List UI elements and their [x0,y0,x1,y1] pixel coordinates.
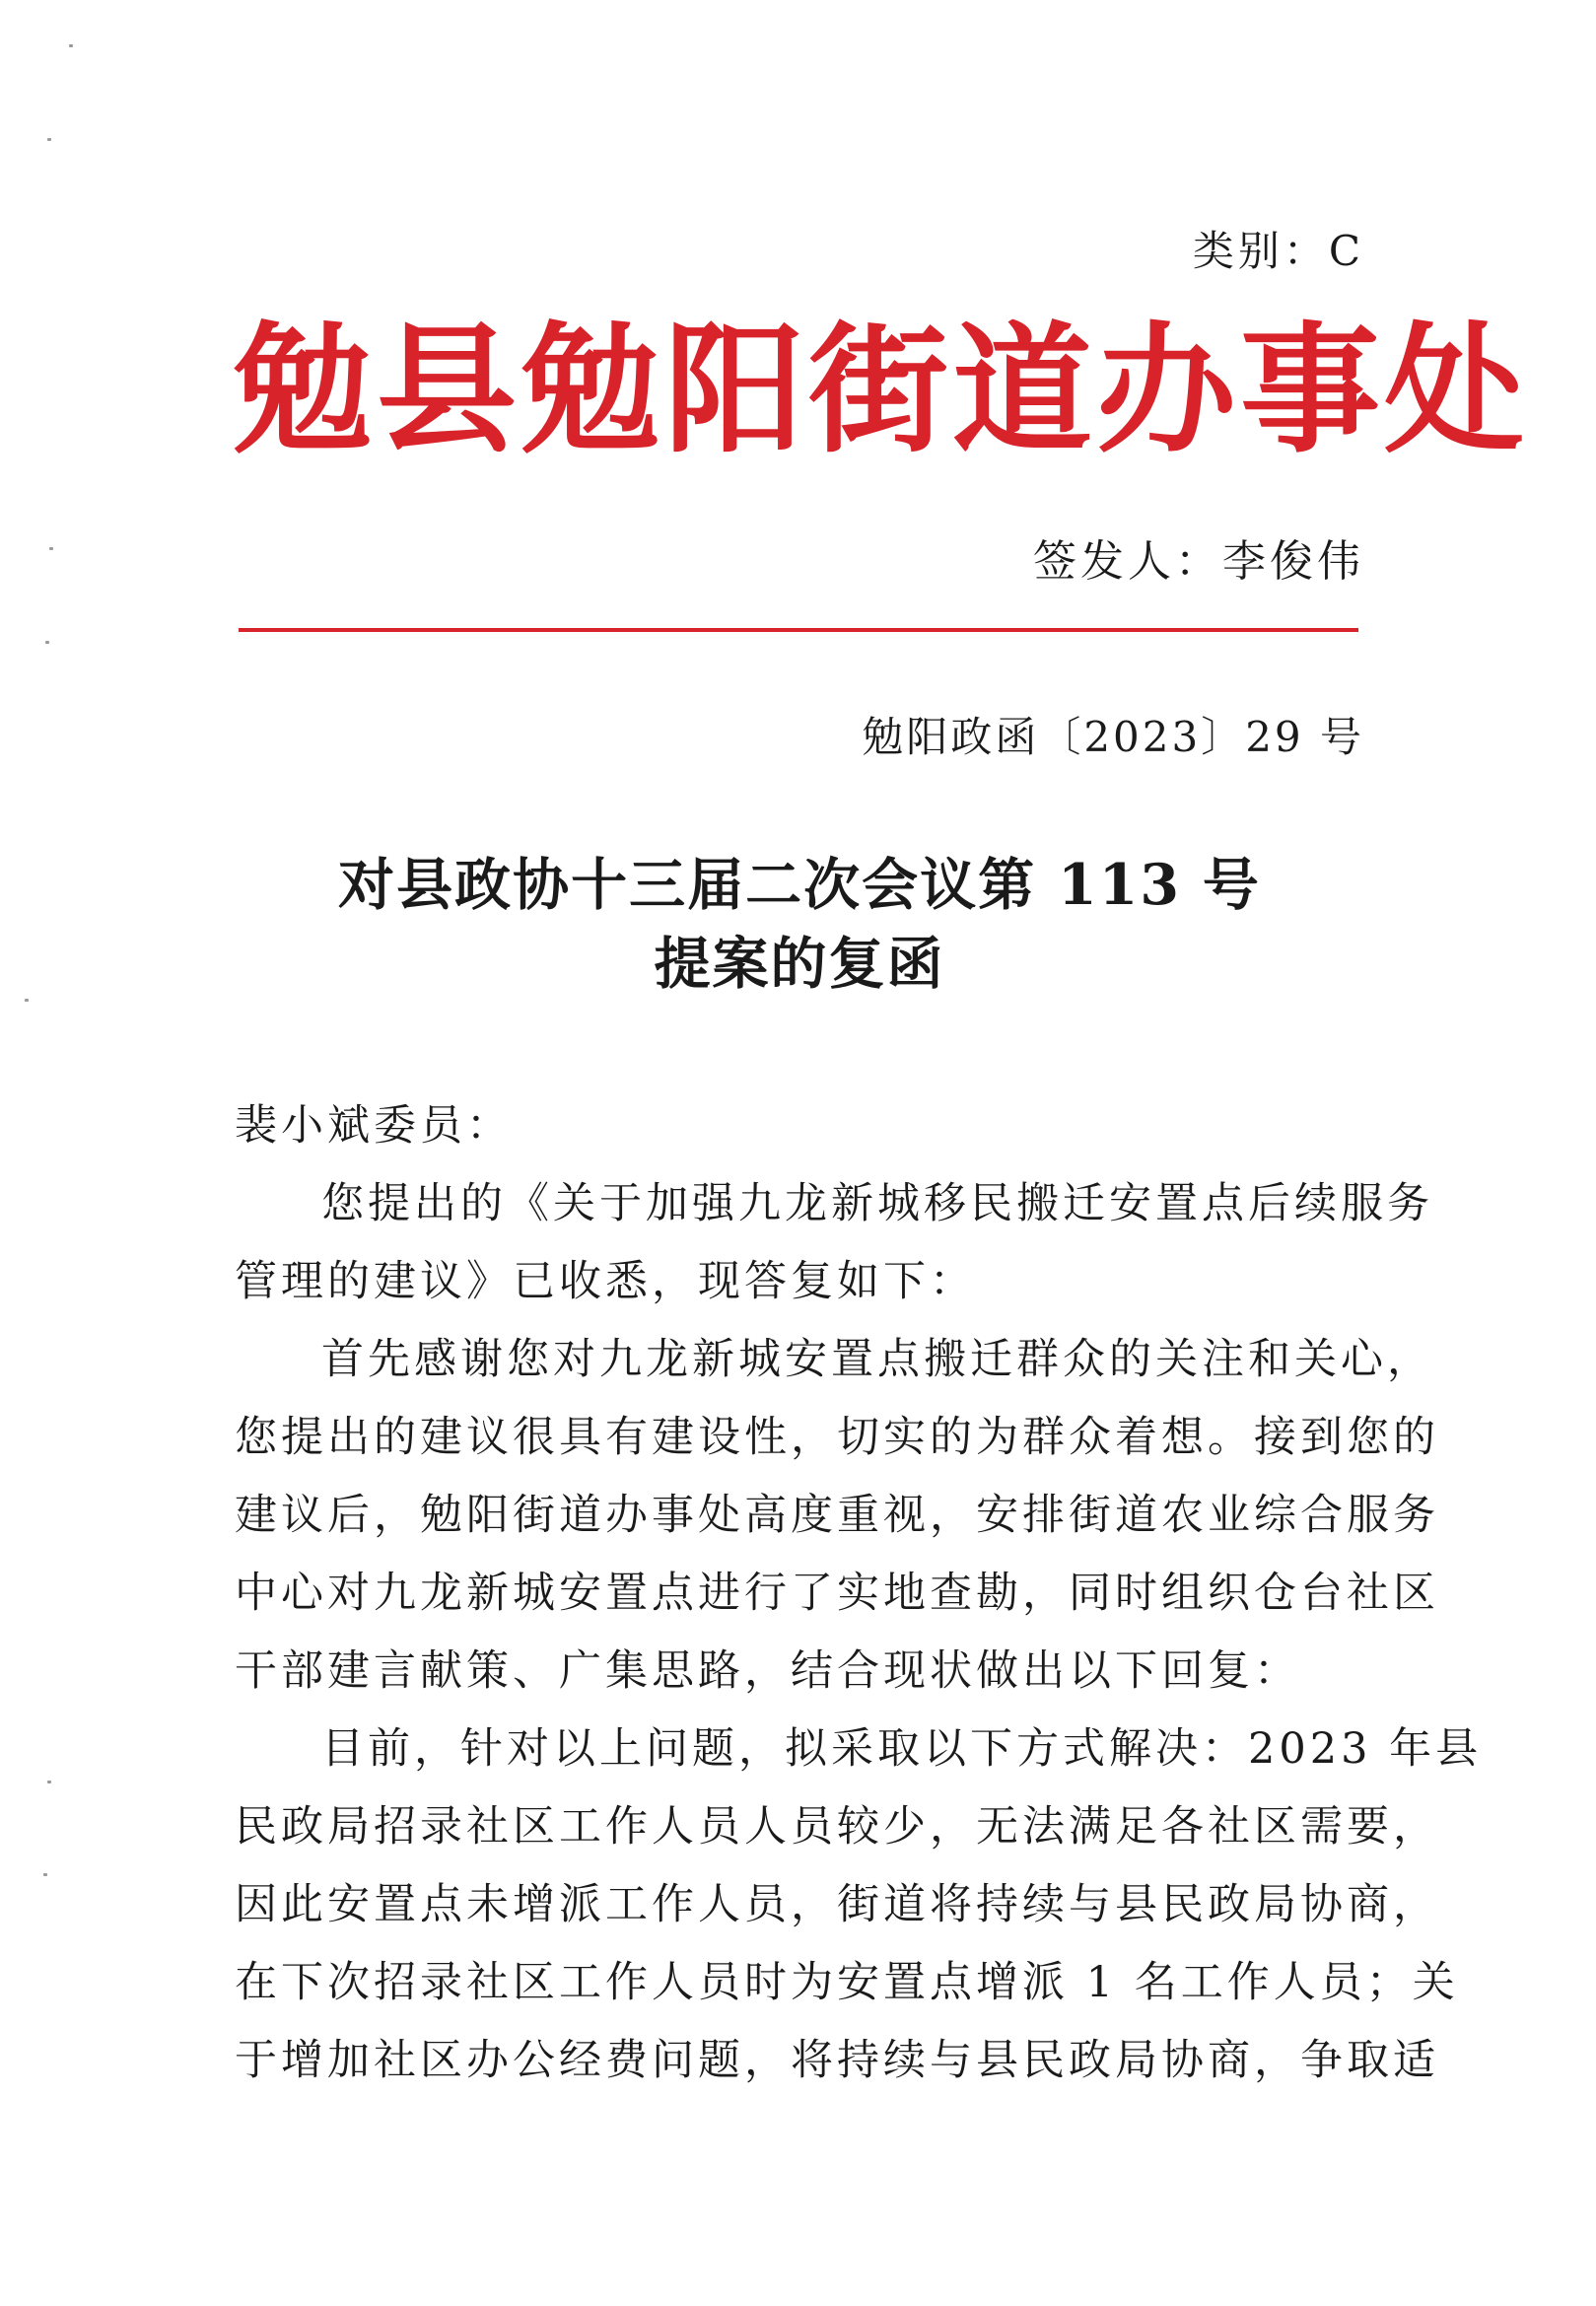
body-line: 目前，针对以上问题，拟采取以下方式解决：2023 年县 [321,1724,1483,1774]
document-body [235,1087,1483,2100]
body-line: 于增加社区办公经费问题，将持续与县民政局协商，争取适 [235,2036,1439,2085]
scan-speck [47,1781,51,1783]
red-separator-line [239,628,1358,632]
body-line: 您提出的建议很具有建设性，切实的为群众着想。接到您的 [235,1413,1439,1462]
document-number: 勉阳政函〔2023〕29 号 [862,713,1364,761]
body-line: 建议后，勉阳街道办事处高度重视，安排街道农业综合服务 [235,1491,1439,1540]
scan-speck [49,547,53,550]
body-line: 您提出的《关于加强九龙新城移民搬迁安置点后续服务 [321,1179,1433,1228]
issuing-organization-name: 勉县勉阳街道办事处 [233,309,1528,472]
document-category: 类别：C [1192,227,1364,275]
salutation: 裴小斌委员： [235,1101,513,1151]
document-title-line-2: 提案的复函 [654,931,945,997]
body-line: 在下次招录社区工作人员时为安置点增派 1 名工作人员；关 [235,1958,1459,2007]
body-line: 民政局招录社区工作人员人员较少，无法满足各社区需要， [235,1802,1439,1852]
body-line: 干部建言献策、广集思路，结合现状做出以下回复： [235,1646,1300,1696]
scan-speck [69,44,73,47]
body-line: 首先感谢您对九龙新城安置点搬迁群众的关注和关心， [321,1335,1433,1384]
document-title [233,846,1366,1004]
scan-speck [25,999,29,1002]
document-signer: 签发人：李俊伟 [1033,536,1364,587]
scan-speck [47,138,51,141]
body-line: 管理的建议》已收悉，现答复如下： [235,1257,976,1306]
body-line: 中心对九龙新城安置点进行了实地查勘，同时组织仓台社区 [235,1569,1439,1618]
body-line: 因此安置点未增派工作人员，街道将持续与县民政局协商， [235,1880,1439,1929]
scan-speck [43,1873,47,1876]
scan-speck [45,641,49,644]
document-title-line-1: 对县政协十三届二次会议第 113 号 [338,852,1261,918]
